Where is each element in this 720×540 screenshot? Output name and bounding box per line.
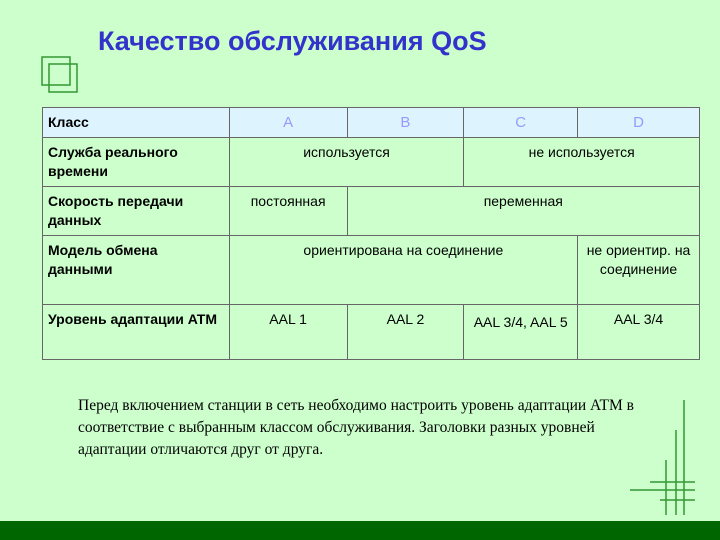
row-label: Уровень адаптации ATM bbox=[43, 305, 230, 360]
table-cell: AAL 1 bbox=[229, 305, 347, 360]
table-cell: переменная bbox=[347, 187, 699, 236]
row-label: Модель обмена данными bbox=[43, 236, 230, 305]
row-label: Служба реального времени bbox=[43, 138, 230, 187]
table-cell: AAL 3/4, AAL 5 bbox=[464, 305, 578, 360]
table-cell: ориентирована на соединение bbox=[229, 236, 577, 305]
row-label: Скорость передачи данных bbox=[43, 187, 230, 236]
table-row bbox=[43, 236, 700, 305]
deco-square-inner bbox=[49, 64, 77, 92]
qos-classes-table bbox=[42, 107, 700, 360]
table-row bbox=[43, 305, 700, 360]
table-row bbox=[43, 138, 700, 187]
page-title bbox=[98, 26, 487, 57]
footer-bar bbox=[0, 521, 720, 540]
table-header-row bbox=[43, 108, 700, 138]
corner-squares-decoration bbox=[40, 55, 82, 95]
table-cell: не ориентир. на соединение bbox=[578, 236, 700, 305]
deco-square-outer bbox=[42, 57, 70, 85]
table-cell: не используется bbox=[464, 138, 700, 187]
class-a-header: A bbox=[229, 108, 347, 138]
title-main: Качество обслуживания QoS bbox=[98, 26, 487, 56]
explanatory-note: Перед включением станции в сеть необходимо настроить уровень адаптации ATM в соответствие с выбранным классом обслуживания. Заголовки разных уровней адаптации отличаются друг от друга. bbox=[78, 397, 634, 458]
table-cell: используется bbox=[229, 138, 464, 187]
table-cell: AAL 2 bbox=[347, 305, 464, 360]
table-cell: постоянная bbox=[229, 187, 347, 236]
class-b-header: B bbox=[347, 108, 464, 138]
class-c-header: C bbox=[464, 108, 578, 138]
table-cell: AAL 3/4 bbox=[578, 305, 700, 360]
header-label: Класс bbox=[43, 108, 230, 138]
table-row bbox=[43, 187, 700, 236]
class-d-header: D bbox=[578, 108, 700, 138]
